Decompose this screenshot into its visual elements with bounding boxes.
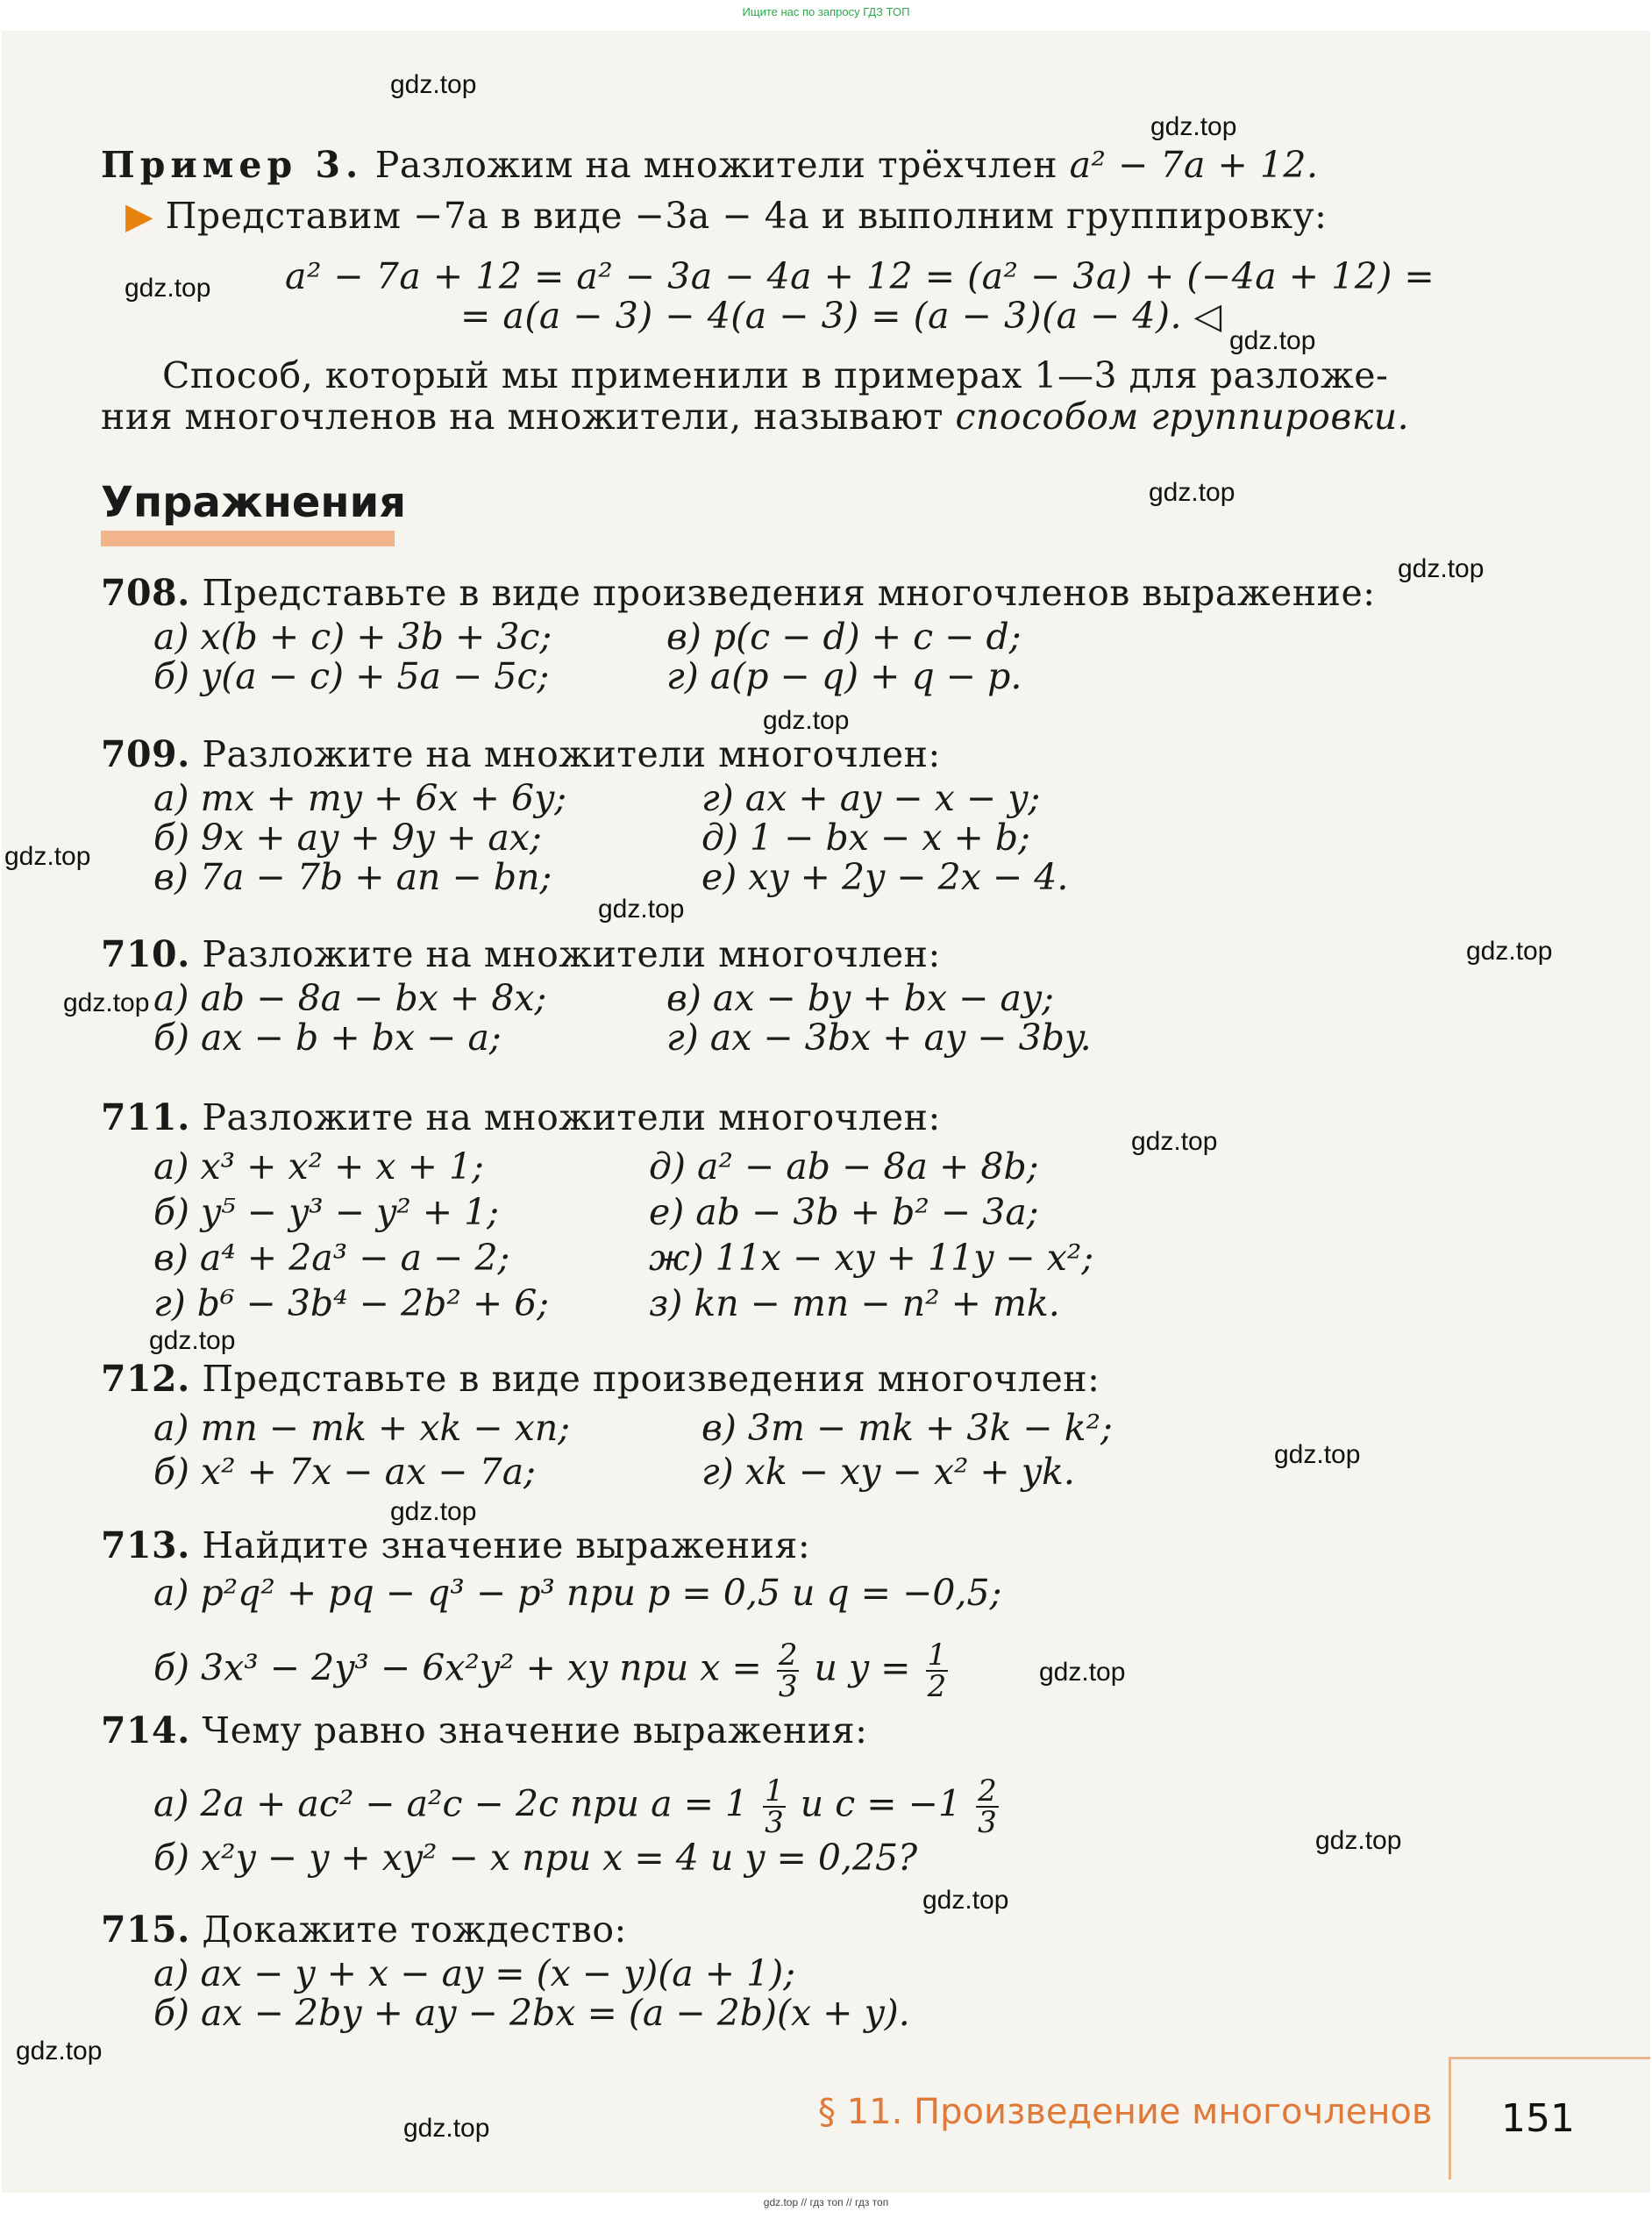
- exercise-number: 708.: [101, 572, 190, 614]
- expr-text: б) 3x³ − 2y³ − 6x²y² + xy при x =: [153, 1646, 762, 1689]
- example-step-text: Представим −7a в виде −3a − 4a и выполним группировку:: [165, 195, 1328, 237]
- exercise-item: е) ab − 3b + b² − 3a;: [649, 1191, 1039, 1233]
- expr-text: и y =: [814, 1646, 911, 1689]
- exercise-item: а) x(b + c) + 3b + 3c;: [153, 616, 552, 658]
- exercise-number: 709.: [101, 733, 190, 775]
- exercise-item: в) ax − by + bx − ay;: [666, 977, 1054, 1019]
- method-line-2: [101, 396, 1410, 438]
- exercise-number: 711.: [101, 1096, 190, 1138]
- fraction: $\frac{1}{2}$: [927, 1637, 947, 1704]
- exercise-item: г) b⁶ − 3b⁴ − 2b² + 6;: [153, 1282, 550, 1324]
- exercise-709: [101, 733, 941, 775]
- exercise-708: [101, 572, 1376, 614]
- exercise-task: Разложите на множители многочлен:: [202, 1096, 941, 1138]
- exercise-item: г) ax + ay − x − y;: [701, 777, 1041, 819]
- expr-text: и c = −1: [800, 1782, 962, 1825]
- example-line-1: [101, 144, 1319, 186]
- exercise-item: а) p²q² + pq − q³ − p³ при p = 0,5 и q = −0,5;: [153, 1572, 1002, 1614]
- exercise-item: б) ax − b + bx − a;: [153, 1017, 502, 1059]
- watermark: gdz.top: [1149, 478, 1235, 507]
- footer-rule: [1449, 2057, 1650, 2059]
- expr-text: а) 2a + ac² − a²c − 2c при a = 1: [153, 1782, 749, 1825]
- heading-underline: [101, 531, 395, 546]
- exercise-711: [101, 1096, 941, 1138]
- exercise-number: 712.: [101, 1358, 190, 1400]
- exercise-item: в) 7a − 7b + an − bn;: [153, 856, 552, 898]
- example-line-2: [125, 195, 1328, 237]
- exercise-task: Разложите на множители многочлен:: [202, 733, 941, 775]
- step-marker-icon: ▶: [125, 195, 154, 237]
- watermark: gdz.top: [1466, 937, 1553, 966]
- exercise-item: [153, 1637, 951, 1704]
- exercise-item: б) ax − 2by + ay − 2bx = (a − 2b)(x + y).: [153, 1992, 910, 2034]
- watermark: gdz.top: [1315, 1826, 1402, 1855]
- method-line-1: Способ, который мы применили в примерах 1—3 для разложе-: [162, 354, 1389, 396]
- exercise-task: Докажите тождество:: [202, 1909, 627, 1951]
- exercise-item: б) x²y − y + xy² − x при x = 4 и y = 0,25?: [153, 1837, 918, 1879]
- page-number: 151: [1501, 2096, 1575, 2141]
- exercise-item: д) 1 − bx − x + b;: [701, 817, 1030, 859]
- example-eq-1: a² − 7a + 12 = a² − 3a − 4a + 12 = (a² − 3a) + (−4a + 12) =: [285, 255, 1435, 297]
- fraction: $\frac{2}{3}$: [978, 1773, 997, 1840]
- watermark: gdz.top: [63, 988, 150, 1017]
- watermark: gdz.top: [125, 274, 211, 303]
- exercise-task: Представьте в виде произведения многочленов выражение:: [202, 572, 1376, 614]
- exercise-item: а) ax − y + x − ay = (x − y)(a + 1);: [153, 1952, 796, 1994]
- footer-rule: [1449, 2057, 1451, 2180]
- exercise-task: Разложите на множители многочлен:: [202, 933, 941, 975]
- watermark: gdz.top: [149, 1326, 236, 1355]
- watermark: gdz.top: [1274, 1440, 1361, 1469]
- watermark: gdz.top: [403, 2114, 490, 2143]
- watermark: gdz.top: [16, 2037, 103, 2066]
- exercise-item: г) ax − 3bx + ay − 3by.: [666, 1017, 1092, 1059]
- exercise-item: в) a⁴ + 2a³ − a − 2;: [153, 1237, 510, 1279]
- exercise-item: а) x³ + x² + x + 1;: [153, 1145, 484, 1188]
- watermark: gdz.top: [1229, 326, 1316, 355]
- exercise-710: [101, 933, 941, 975]
- exercise-item: г) a(p − q) + q − p.: [666, 655, 1022, 697]
- top-banner: Ищите нас по запросу ГДЗ ТОП: [742, 5, 910, 18]
- exercise-item: д) a² − ab − 8a + 8b;: [649, 1145, 1039, 1188]
- exercise-task: Чему равно значение выражения:: [202, 1709, 868, 1752]
- exercises-heading: Упражнения: [101, 478, 407, 527]
- exercise-number: 710.: [101, 933, 190, 975]
- fraction: $\frac{1}{3}$: [765, 1773, 784, 1840]
- method-term: способом группировки.: [955, 396, 1410, 438]
- exercise-item: г) xk − xy − x² + yk.: [701, 1451, 1075, 1493]
- exercise-715: [101, 1909, 627, 1951]
- example-label: Пример 3.: [101, 144, 364, 186]
- exercise-item: в) p(c − d) + c − d;: [666, 616, 1022, 658]
- exercise-task: Найдите значение выражения:: [202, 1524, 811, 1566]
- exercise-item: з) kn − mn − n² + mk.: [649, 1282, 1060, 1324]
- example-eq-2: = a(a − 3) − 4(a − 3) = (a − 3)(a − 4). ◁: [460, 295, 1222, 337]
- exercise-item: а) mn − mk + xk − xn;: [153, 1407, 571, 1449]
- exercise-item: а) mx + my + 6x + 6y;: [153, 777, 567, 819]
- watermark: gdz.top: [390, 70, 477, 99]
- exercise-item: ж) 11x − xy + 11y − x²;: [649, 1237, 1094, 1279]
- exercise-714: [101, 1709, 868, 1752]
- method-text: ния многочленов на множители, называют: [101, 396, 943, 438]
- exercise-item: б) y⁵ − y³ − y² + 1;: [153, 1191, 500, 1233]
- exercise-712: [101, 1358, 1100, 1400]
- exercise-item: в) 3m − mk + 3k − k²;: [701, 1407, 1113, 1449]
- watermark: gdz.top: [1150, 112, 1237, 141]
- example-trinomial: a² − 7a + 12.: [1069, 144, 1319, 186]
- bottom-banner: gdz.top // гдз топ // гдз топ: [763, 2196, 889, 2208]
- exercise-item: а) ab − 8a − bx + 8x;: [153, 977, 547, 1019]
- watermark: gdz.top: [1398, 554, 1485, 583]
- exercise-number: 715.: [101, 1909, 190, 1951]
- fraction: $\frac{2}{3}$: [778, 1637, 798, 1704]
- watermark: gdz.top: [763, 706, 850, 735]
- exercise-item: е) xy + 2y − 2x − 4.: [701, 856, 1069, 898]
- exercise-item: б) y(a − c) + 5a − 5c;: [153, 655, 550, 697]
- exercise-713: [101, 1524, 811, 1566]
- exercise-item: [153, 1773, 1002, 1840]
- example-intro: Разложим на множители трёхчлен: [374, 144, 1058, 186]
- exercise-number: 713.: [101, 1524, 190, 1566]
- watermark: gdz.top: [390, 1497, 477, 1526]
- exercise-task: Представьте в виде произведения многочлен:: [202, 1358, 1100, 1400]
- watermark: gdz.top: [1131, 1127, 1218, 1156]
- exercise-item: б) 9x + ay + 9y + ax;: [153, 817, 542, 859]
- watermark: gdz.top: [4, 842, 91, 871]
- watermark: gdz.top: [922, 1886, 1009, 1915]
- exercise-number: 714.: [101, 1709, 190, 1752]
- exercise-item: б) x² + 7x − ax − 7a;: [153, 1451, 536, 1493]
- section-title: § 11. Произведение многочленов: [818, 2092, 1433, 2132]
- watermark: gdz.top: [598, 895, 685, 924]
- watermark: gdz.top: [1039, 1658, 1126, 1687]
